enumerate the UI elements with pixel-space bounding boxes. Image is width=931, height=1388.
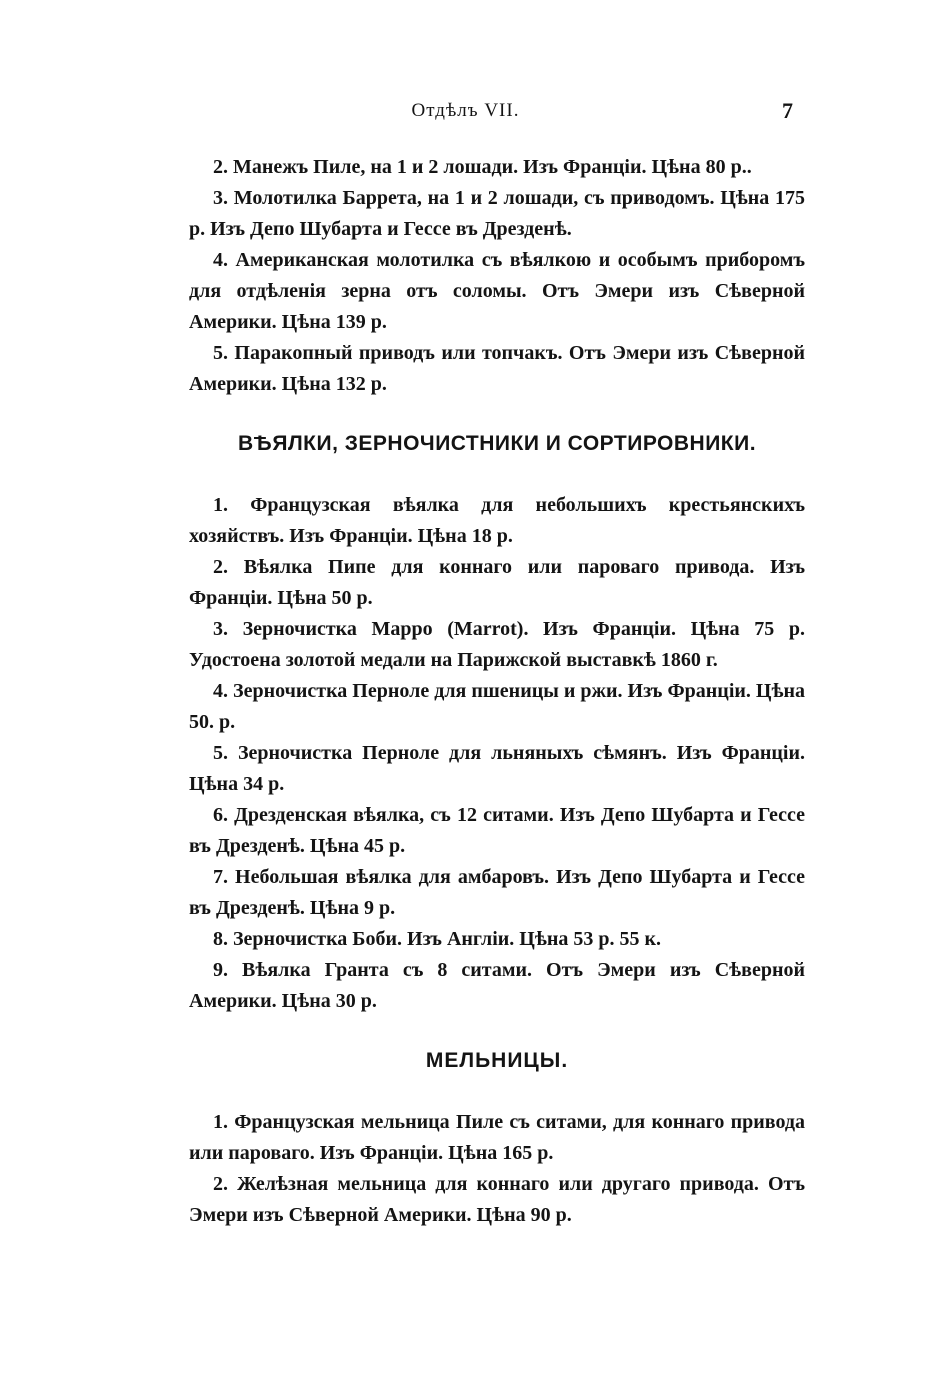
list-item: 5. Паракопный приводъ или топчакъ. Отъ Эмери изъ Сѣверной Америки. Цѣна 132 р. <box>189 342 805 395</box>
list-item: 3. Зерночистка Марро (Marrot). Изъ Франціи. Цѣна 75 р. Удостоена золотой медали на Парижской выставкѣ 1860 г. <box>189 618 805 671</box>
list-item: 1. Французская мельница Пиле съ ситами, для коннаго привода или пароваго. Изъ Франціи. Цѣна 165 р. <box>189 1111 805 1164</box>
section-heading-mills: МЕЛЬНИЦЫ. <box>425 1049 569 1072</box>
page-body <box>189 152 805 1231</box>
list-item: 2. Желѣзная мельница для коннаго или другаго привода. Отъ Эмери изъ Сѣверной Америки. Цѣна 90 р. <box>189 1173 805 1226</box>
list-item: 1. Французская вѣялка для небольшихъ крестьянскихъ хозяйствъ. Изъ Франціи. Цѣна 18 р. <box>189 494 805 547</box>
section-winnowers <box>189 490 805 1017</box>
list-item: 6. Дрезденская вѣялка, съ 12 ситами. Изъ Депо Шубарта и Гессе въ Дрезденѣ. Цѣна 45 р. <box>189 804 805 857</box>
list-item: 5. Зерночистка Перноле для льняныхъ сѣмянъ. Изъ Франціи. Цѣна 34 р. <box>189 742 805 795</box>
page-number: 7 <box>782 98 793 123</box>
list-item: 7. Небольшая вѣялка для амбаровъ. Изъ Депо Шубарта и Гессе въ Дрезденѣ. Цѣна 9 р. <box>189 866 805 919</box>
list-item: 3. Молотилка Баррета, на 1 и 2 лошади, съ приводомъ. Цѣна 175 р. Изъ Депо Шубарта и Гессе въ Дрезденѣ. <box>189 187 805 240</box>
list-item: 2. Манежъ Пиле, на 1 и 2 лошади. Изъ Франціи. Цѣна 80 р.. <box>213 156 752 178</box>
section-heading-winnowers: ВѢЯЛКИ, ЗЕРНОЧИСТНИКИ И СОРТИРОВНИКИ. <box>237 432 757 455</box>
list-item: 9. Вѣялка Гранта съ 8 ситами. Отъ Эмери изъ Сѣверной Америки. Цѣна 30 р. <box>189 959 805 1012</box>
list-item: 4. Американская молотилка съ вѣялкою и особымъ приборомъ для отдѣленія зерна отъ соломы. Отъ Эмери изъ Сѣверной Америки. Цѣна 139 р. <box>189 249 805 333</box>
list-item: 8. Зерночистка Боби. Изъ Англіи. Цѣна 53 р. 55 к. <box>213 928 662 950</box>
list-item: 2. Вѣялка Пипе для коннаго или пароваго привода. Изъ Франціи. Цѣна 50 р. <box>189 556 805 609</box>
list-item: 4. Зерночистка Перноле для пшеницы и ржи. Изъ Франціи. Цѣна 50. р. <box>189 680 805 733</box>
section-intro <box>189 152 805 400</box>
section-mills <box>189 1107 805 1231</box>
running-header: Отдѣлъ VII. <box>411 100 520 121</box>
